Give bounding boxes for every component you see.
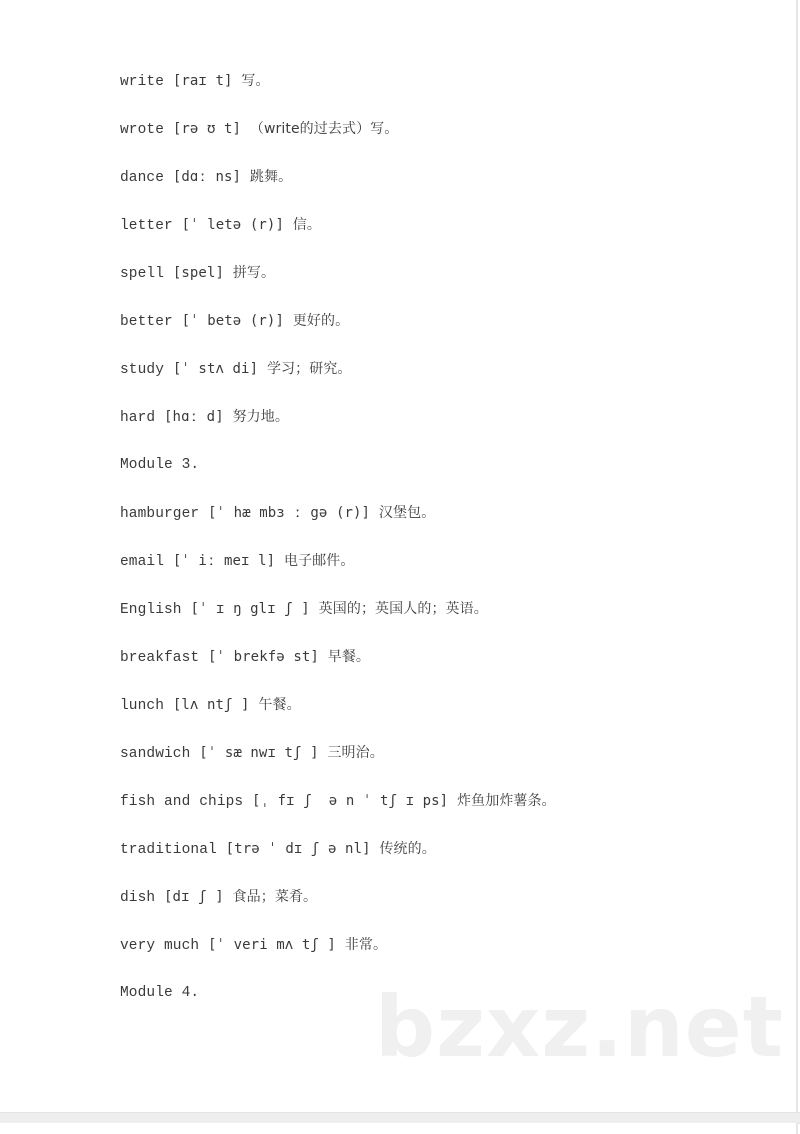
module-heading (120, 454, 556, 502)
entry-phonetic: [trə ˈ dɪ ʃ ə nl] (225, 841, 371, 857)
vocab-entry (120, 358, 556, 406)
entry-word: wrote (120, 122, 165, 138)
entry-word: spell (120, 266, 165, 282)
entry-meaning: 炸鱼加炸薯条。 (457, 793, 556, 809)
entry-meaning: 写。 (241, 73, 270, 89)
vocab-entry (120, 118, 556, 166)
vocab-entry (120, 742, 556, 790)
vocab-entry (120, 790, 556, 838)
vocab-entry (120, 166, 556, 214)
entry-meaning: 非常。 (344, 937, 388, 953)
entry-phonetic: [ˈ stʌ di] (172, 361, 259, 377)
entry-phonetic: [ˈ iː meɪ l] (172, 553, 276, 569)
vocab-entry (120, 934, 556, 982)
vocab-entry (120, 838, 556, 886)
module-heading-text: Module 3. (120, 457, 200, 473)
vocab-entry (120, 214, 556, 262)
vocab-entry (120, 598, 556, 646)
entry-meaning: 更好的。 (292, 313, 350, 329)
entry-meaning: （write的过去式）写。 (249, 121, 399, 137)
entry-word: lunch (120, 698, 165, 714)
entry-meaning: 学习；研究。 (266, 361, 352, 377)
vocab-entry (120, 646, 556, 694)
watermark: bzxz.net (375, 978, 784, 1076)
entry-phonetic: [hɑː d] (164, 409, 224, 425)
entry-phonetic: [ˈ ɪ ŋ glɪ ʃ ] (190, 601, 310, 617)
entry-phonetic: [rə ʊ t] (172, 121, 242, 137)
entry-meaning: 努力地。 (232, 409, 289, 425)
next-page-edge (0, 1123, 798, 1134)
entry-phonetic: [ˈ brekfə st] (208, 649, 319, 665)
vocab-entry (120, 70, 556, 118)
entry-meaning: 食品；菜肴。 (232, 889, 318, 905)
entry-meaning: 信。 (292, 217, 321, 233)
entry-phonetic: [ˌ fɪ ʃ ə n ˈ tʃ ɪ ps] (252, 793, 449, 809)
entry-phonetic: [spel] (172, 265, 225, 281)
entry-word: English (120, 602, 182, 618)
entry-word: email (120, 554, 165, 570)
entry-meaning: 电子邮件。 (284, 553, 355, 569)
vocab-entry (120, 502, 556, 550)
entry-phonetic: [ˈ betə (r)] (181, 313, 284, 329)
entry-meaning: 拼写。 (232, 265, 276, 281)
entry-word: study (120, 362, 165, 378)
entry-phonetic: [ˈ letə (r)] (181, 217, 284, 233)
entry-word: hard (120, 410, 156, 426)
entry-meaning: 跳舞。 (249, 169, 293, 185)
vocab-entry (120, 406, 556, 454)
entry-meaning: 午餐。 (258, 697, 301, 713)
entry-word: letter (120, 218, 173, 234)
entry-word: traditional (120, 842, 217, 858)
entry-phonetic: [ˈ sæ nwɪ tʃ ] (199, 745, 319, 761)
vocab-entry (120, 550, 556, 598)
entry-word: fish and chips (120, 794, 244, 810)
vocabulary-list (120, 70, 556, 1030)
entry-meaning: 汉堡包。 (378, 505, 436, 521)
vocab-entry (120, 694, 556, 742)
vocab-entry (120, 886, 556, 934)
entry-meaning: 三明治。 (327, 745, 384, 761)
module-heading-text: Module 4. (120, 985, 200, 1001)
entry-meaning: 早餐。 (327, 649, 371, 665)
vocab-entry (120, 262, 556, 310)
vocab-entry (120, 310, 556, 358)
entry-word: sandwich (120, 746, 191, 762)
entry-word: very much (120, 938, 200, 954)
entry-phonetic: [ˈ hæ mbɜ ː gə (r)] (208, 505, 371, 521)
entry-word: dish (120, 890, 156, 906)
entry-word: breakfast (120, 650, 200, 666)
entry-word: dance (120, 170, 165, 186)
entry-meaning: 传统的。 (379, 841, 436, 857)
entry-phonetic: [dɑː ns] (172, 169, 242, 185)
entry-word: write (120, 74, 165, 90)
entry-phonetic: [raɪ t] (172, 73, 233, 89)
entry-word: hamburger (120, 506, 200, 522)
entry-phonetic: [lʌ ntʃ ] (172, 697, 250, 713)
entry-phonetic: [ˈ veri mʌ tʃ ] (208, 937, 336, 953)
entry-meaning: 英国的；英国人的；英语。 (318, 601, 488, 617)
entry-phonetic: [dɪ ʃ ] (164, 889, 224, 905)
entry-word: better (120, 314, 173, 330)
